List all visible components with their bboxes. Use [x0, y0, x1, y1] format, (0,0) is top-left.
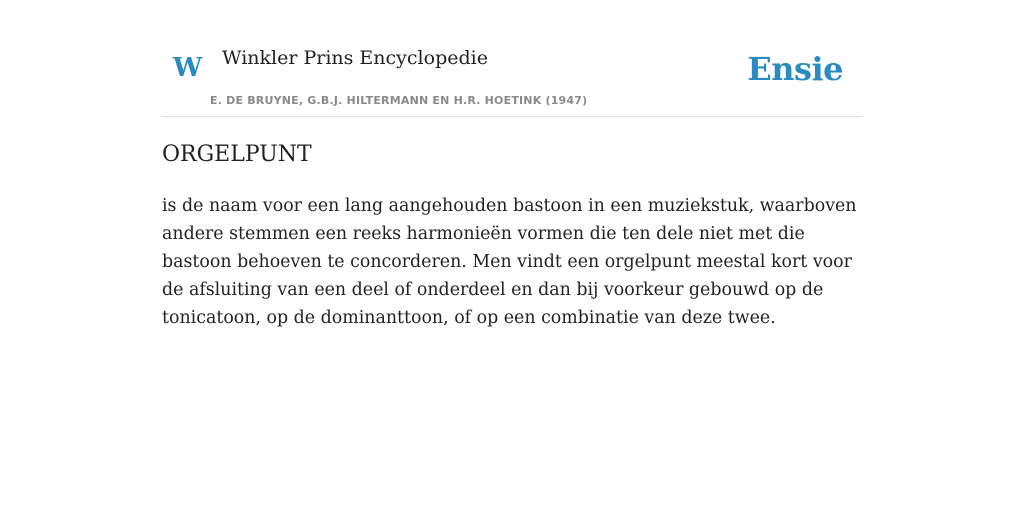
- source-title[interactable]: Winkler Prins Encyclopedie: [222, 47, 488, 69]
- ensie-brand-link[interactable]: Ensie: [747, 50, 843, 88]
- source-authors: E. DE BRUYNE, G.B.J. HILTERMANN EN H.R. HOETINK (1947): [210, 94, 588, 107]
- winkler-prins-logo-icon: W: [173, 53, 203, 83]
- article-title: ORGELPUNT: [162, 142, 312, 167]
- article-body: is de naam voor een lang aangehouden bastoon in een muziekstuk, waarboven andere stemmen een reeks harmonieën vormen die ten dele niet met die bastoon behoeven te concorderen. Men vindt een orgelpunt meestal kort voor de afsluiting van een deel of onderdeel en dan bij voorkeur gebouwd op de tonicatoon, op de dominanttoon, of op een combinatie van deze twee.: [162, 196, 857, 328]
- source-header: [162, 0, 862, 117]
